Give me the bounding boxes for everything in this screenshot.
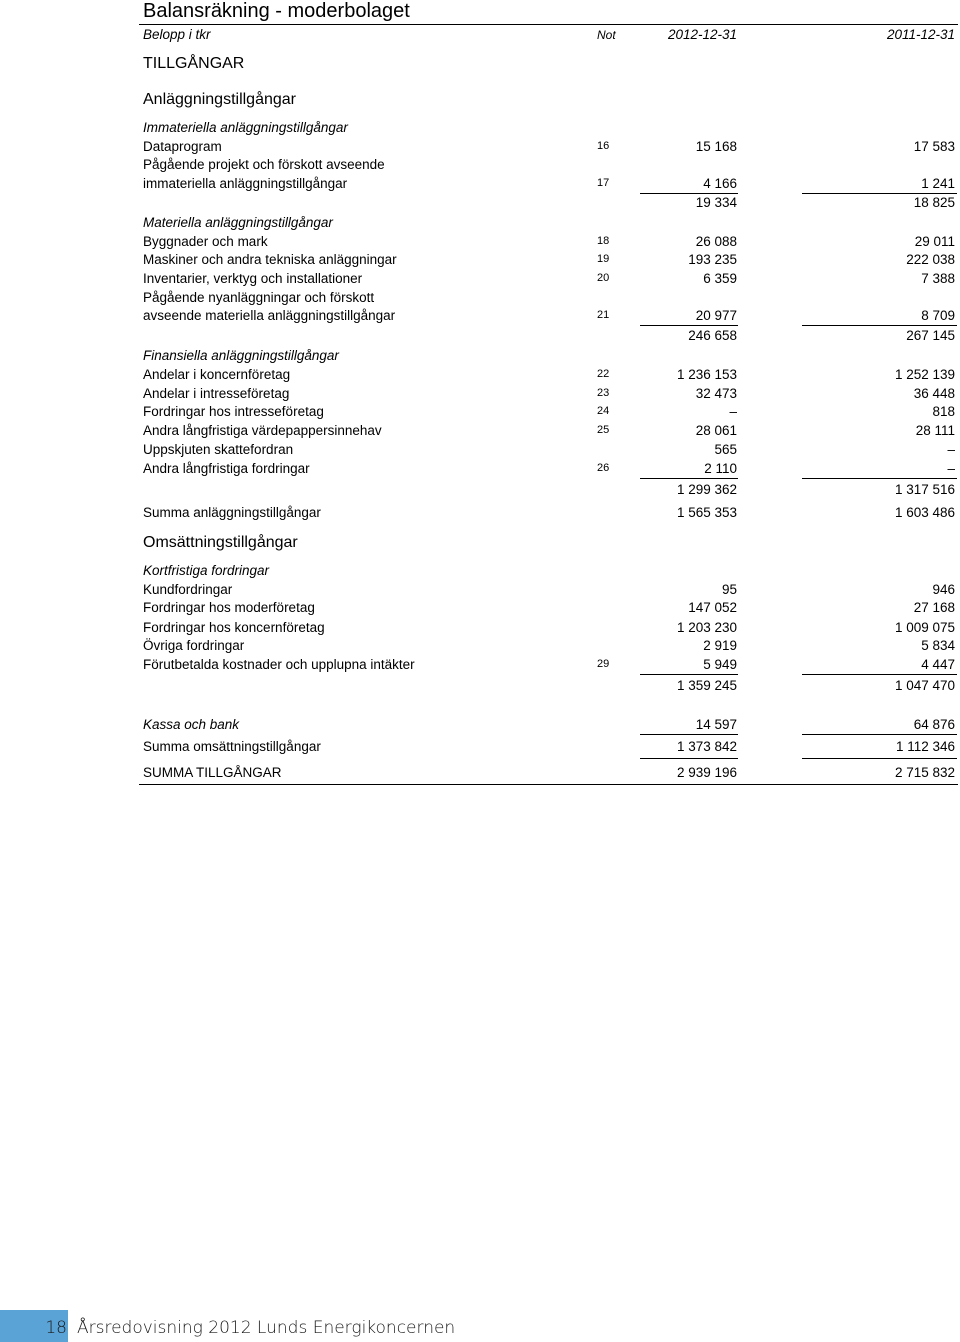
bottom-rule <box>139 784 958 785</box>
row-value-2012: 14 597 <box>695 717 737 732</box>
row-value-2011: 17 583 <box>913 139 955 154</box>
table-row <box>0 288 960 307</box>
footer-title: Årsredovisning 2012 Lunds Energikoncernen <box>77 1318 456 1338</box>
subtotal-rule <box>640 478 738 479</box>
row-note: 17 <box>597 177 610 189</box>
intangible-heading <box>0 118 960 137</box>
row-value-2012: 32 473 <box>695 386 737 401</box>
row-label: Övriga fordringar <box>143 638 245 653</box>
row-label: Kundfordringar <box>143 582 233 597</box>
section-title: Omsättningstillgångar <box>143 534 298 551</box>
page-number: 18 <box>45 1318 67 1338</box>
row-label: Summa anläggningstillgångar <box>143 505 321 520</box>
row-value-2012: 1 203 230 <box>676 620 737 635</box>
row-value-2012: 5 949 <box>703 657 737 672</box>
row-label: Pågående projekt och förskott avseende <box>143 157 385 172</box>
row-value-2011: 8 709 <box>921 308 955 323</box>
row-label: Dataprogram <box>143 139 222 154</box>
subtotal-2011: 18 825 <box>913 195 955 210</box>
subtotal-2011: 1 317 516 <box>894 482 955 497</box>
row-value-2012: 2 939 196 <box>676 765 737 780</box>
assets-section-heading <box>0 54 960 73</box>
row-value-2012: 15 168 <box>695 139 737 154</box>
row-value-2011: 64 876 <box>913 717 955 732</box>
table-row <box>0 440 960 459</box>
row-value-2012: 20 977 <box>695 308 737 323</box>
row-value-2011: 1 009 075 <box>894 620 955 635</box>
row-note: 29 <box>597 658 610 670</box>
table-row <box>0 365 960 384</box>
subtotal-2012: 19 334 <box>695 195 737 210</box>
total-assets-row <box>0 763 960 782</box>
subtotal-rule <box>640 758 738 759</box>
row-note: 16 <box>597 140 610 152</box>
row-label: Andra långfristiga fordringar <box>143 461 310 476</box>
subsection-title: Kortfristiga fordringar <box>143 563 270 578</box>
current-assets-sum-row <box>0 737 960 756</box>
tangible-heading <box>0 213 960 232</box>
row-note: 23 <box>597 387 610 399</box>
row-value-2012: 28 061 <box>695 423 737 438</box>
unit-label: Belopp i tkr <box>143 27 211 42</box>
note-column-header: Not <box>597 28 616 42</box>
receivables-heading <box>0 561 960 580</box>
row-note: 20 <box>597 272 610 284</box>
row-value-2011: 946 <box>932 582 955 597</box>
fixed-assets-sum-row <box>0 503 960 522</box>
row-value-2011: 1 252 139 <box>894 367 955 382</box>
row-value-2012: 1 565 353 <box>676 505 737 520</box>
subtotal-row <box>0 193 960 212</box>
row-note: 21 <box>597 309 610 321</box>
row-label: Kassa och bank <box>143 717 240 732</box>
row-value-2011: 29 011 <box>914 234 955 249</box>
table-row <box>0 636 960 655</box>
row-note: 19 <box>597 253 610 265</box>
subsection-title: Finansiella anläggningstillgångar <box>143 348 339 363</box>
row-note: 24 <box>597 405 610 417</box>
column-header-row <box>0 25 960 44</box>
row-label: immateriella anläggningstillgångar <box>143 176 348 191</box>
row-value-2011: 1 241 <box>921 176 955 191</box>
fixed-assets-heading <box>0 90 960 109</box>
subtotal-row <box>0 480 960 499</box>
table-row <box>0 232 960 251</box>
table-row <box>0 598 960 617</box>
row-value-2012: 565 <box>714 442 737 457</box>
row-label: Fordringar hos moderföretag <box>143 600 315 615</box>
table-row <box>0 459 960 478</box>
row-label: Förutbetalda kostnader och upplupna intäkter <box>143 657 415 672</box>
row-value-2012: 6 359 <box>703 271 737 286</box>
row-value-2011: 818 <box>932 404 955 419</box>
row-note: 18 <box>597 235 610 247</box>
row-value-2011: 28 111 <box>915 423 955 438</box>
table-row <box>0 580 960 599</box>
table-row <box>0 421 960 440</box>
row-label: Andelar i intresseföretag <box>143 386 290 401</box>
table-row <box>0 155 960 174</box>
page-title: Balansräkning - moderbolaget <box>143 0 410 22</box>
financial-heading <box>0 346 960 365</box>
row-note: 25 <box>597 424 610 436</box>
row-value-2011: – <box>947 461 955 476</box>
row-label: Summa omsättningstillgångar <box>143 739 321 754</box>
subtotal-rule <box>802 734 957 735</box>
table-row <box>0 250 960 269</box>
row-label: Pågående nyanläggningar och förskott <box>143 290 375 305</box>
subtotal-row <box>0 326 960 345</box>
subtotal-2011: 1 047 470 <box>894 678 955 693</box>
row-value-2011: 222 038 <box>906 252 955 267</box>
table-row <box>0 655 960 674</box>
row-note: 22 <box>597 368 610 380</box>
row-value-2012: 2 110 <box>704 461 737 476</box>
row-value-2011: 1 112 346 <box>895 739 955 754</box>
subtotal-2012: 246 658 <box>688 328 737 343</box>
row-note: 26 <box>597 462 610 474</box>
year-2011-header: 2011-12-31 <box>886 27 955 42</box>
subtotal-rule <box>802 674 957 675</box>
row-value-2011: – <box>947 442 955 457</box>
row-value-2011: 36 448 <box>913 386 955 401</box>
subtotal-rule <box>802 478 957 479</box>
current-assets-heading <box>0 533 960 552</box>
row-value-2012: 147 052 <box>688 600 737 615</box>
row-value-2012: 26 088 <box>695 234 737 249</box>
section-title: TILLGÅNGAR <box>143 55 245 72</box>
subtotal-2012: 1 299 362 <box>676 482 737 497</box>
subtotal-rule <box>802 758 957 759</box>
section-title: Anläggningstillgångar <box>143 91 296 108</box>
row-label: Maskiner och andra tekniska anläggningar <box>143 252 397 267</box>
row-value-2012: 193 235 <box>688 252 737 267</box>
row-value-2012: 1 236 153 <box>676 367 737 382</box>
table-row <box>0 384 960 403</box>
year-2012-header: 2012-12-31 <box>667 27 737 42</box>
row-value-2011: 4 447 <box>921 657 955 672</box>
cash-row <box>0 715 960 734</box>
subtotal-2012: 1 359 245 <box>676 678 737 693</box>
row-label: Andra långfristiga värdepappersinnehav <box>143 423 382 438</box>
row-value-2012: 95 <box>721 582 737 597</box>
subsection-title: Immateriella anläggningstillgångar <box>143 120 348 135</box>
row-value-2012: – <box>729 404 737 419</box>
subtotal-rule <box>640 734 738 735</box>
subtotal-2011: 267 145 <box>906 328 955 343</box>
table-row <box>0 306 960 325</box>
row-label: Byggnader och mark <box>143 234 268 249</box>
row-value-2011: 2 715 832 <box>894 765 955 780</box>
row-value-2012: 2 919 <box>703 638 737 653</box>
row-label: avseende materiella anläggningstillgångar <box>143 308 396 323</box>
table-row <box>0 269 960 288</box>
row-label: Uppskjuten skattefordran <box>143 442 294 457</box>
subsection-title: Materiella anläggningstillgångar <box>143 215 333 230</box>
row-value-2011: 1 603 486 <box>894 505 955 520</box>
subtotal-row <box>0 676 960 695</box>
row-value-2012: 4 166 <box>703 176 737 191</box>
row-label: Andelar i koncernföretag <box>143 367 291 382</box>
row-label: Fordringar hos intresseföretag <box>143 404 324 419</box>
row-label: Inventarier, verktyg och installationer <box>143 271 363 286</box>
table-row <box>0 174 960 193</box>
row-label: SUMMA TILLGÅNGAR <box>143 765 282 780</box>
row-value-2011: 27 168 <box>913 600 955 615</box>
table-row <box>0 618 960 637</box>
row-label: Fordringar hos koncernföretag <box>143 620 325 635</box>
row-value-2011: 7 388 <box>921 271 955 286</box>
subtotal-rule <box>640 674 738 675</box>
table-row <box>0 402 960 421</box>
row-value-2012: 1 373 842 <box>676 739 737 754</box>
row-value-2011: 5 834 <box>921 638 955 653</box>
table-row <box>0 137 960 156</box>
